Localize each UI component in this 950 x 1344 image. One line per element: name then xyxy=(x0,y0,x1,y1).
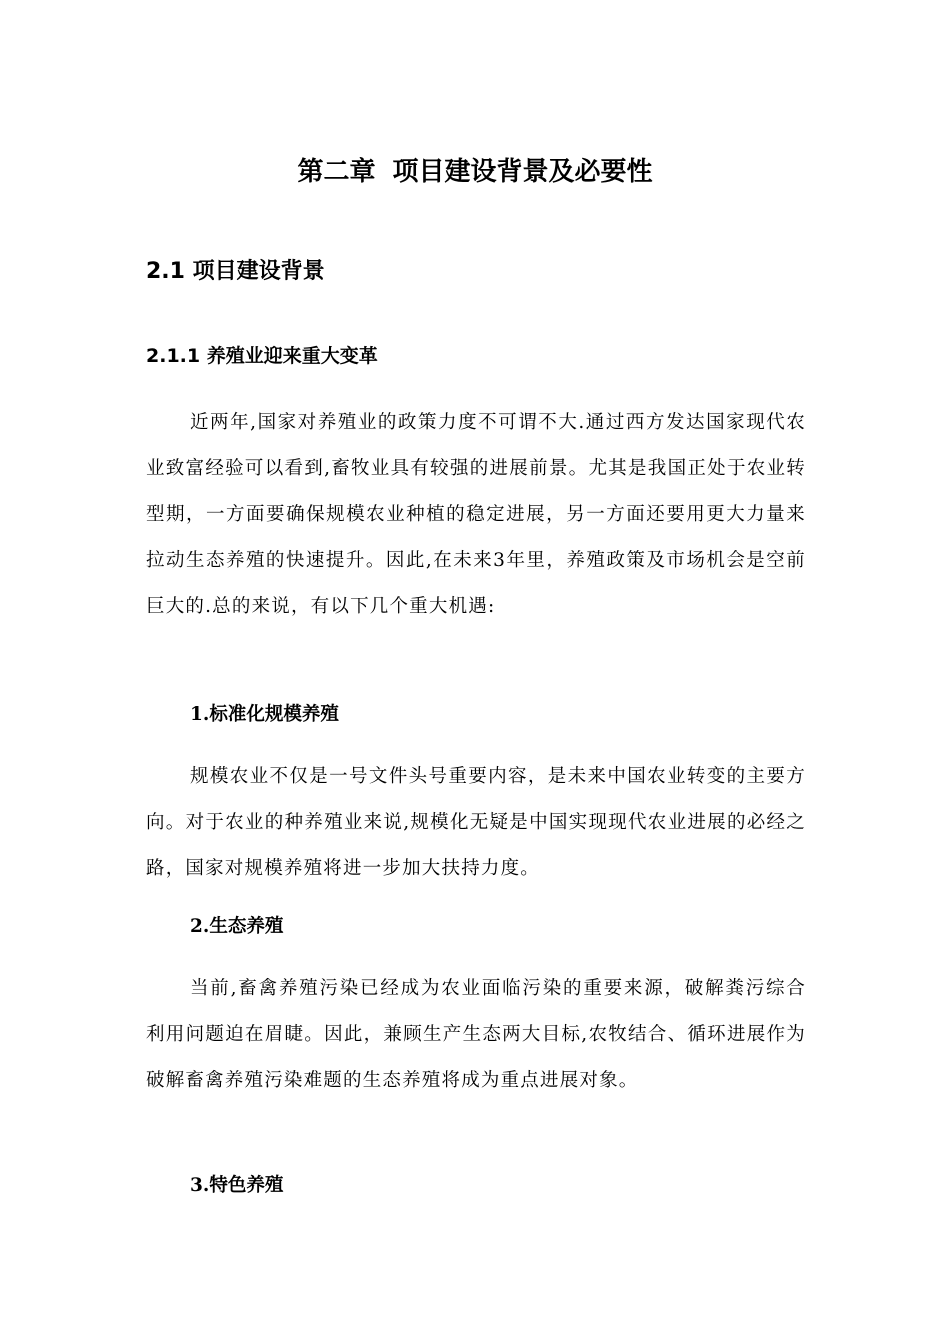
item-paragraph-standardized-farming: 规模农业不仅是一号文件头号重要内容，是未来中国农业转变的主要方向。对于农业的种养殖业来说,规模化无疑是中国实现现代农业进展的必经之路，国家对规模养殖将进一步加大扶持力度。 xyxy=(146,766,806,879)
intro-paragraph: 近两年,国家对养殖业的政策力度不可谓不大.通过西方发达国家现代农业致富经验可以看到,畜牧业具有较强的进展前景。尤其是我国正处于农业转型期，一方面要确保规模农业种植的稳定进展，另一方面还要用更大力量来拉动生态养殖的快速提升。因此,在未来3年里，养殖政策及市场机会是空前巨大的.总的来说，有以下几个重大机遇: xyxy=(146,412,806,617)
item-heading-ecological-farming: 2.生态养殖 xyxy=(190,916,284,937)
item-paragraph-ecological-farming: 当前,畜禽养殖污染已经成为农业面临污染的重要来源，破解粪污综合利用问题迫在眉睫。因此，兼顾生产生态两大目标,农牧结合、循环进展作为破解畜禽养殖污染难题的生态养殖将成为重点进展对象。 xyxy=(146,978,806,1091)
subsection-heading: 2.1.1 养殖业迎来重大变革 xyxy=(146,345,378,367)
chapter-title: 第二章 项目建设背景及必要性 xyxy=(297,157,653,187)
item-heading-standardized-farming: 1.标准化规模养殖 xyxy=(190,704,339,725)
item-heading-specialty-farming: 3.特色养殖 xyxy=(190,1175,284,1196)
section-heading: 2.1 项目建设背景 xyxy=(146,259,325,284)
